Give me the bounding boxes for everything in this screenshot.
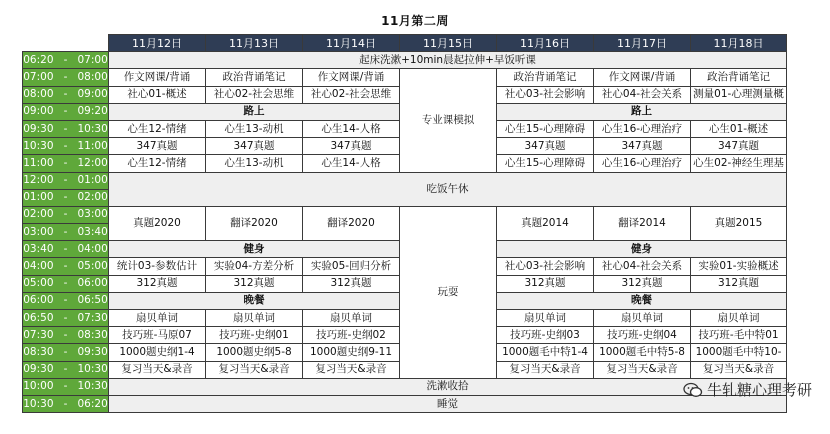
time-cell: 06:20 - 07:00 bbox=[23, 52, 109, 69]
schedule-cell: 实验04-方差分析 bbox=[206, 258, 303, 275]
table-row bbox=[23, 206, 787, 223]
day-header: 11月16日 bbox=[497, 35, 594, 52]
day-header: 11月15日 bbox=[400, 35, 497, 52]
schedule-cell: 政治背诵笔记 bbox=[206, 69, 303, 86]
corner-cell bbox=[23, 35, 109, 52]
span-cell-wake: 起床洗漱+10min晨起拉伸+早饭听课 bbox=[109, 52, 787, 69]
span-cell-sleep: 睡觉 bbox=[109, 395, 787, 412]
schedule-cell: 扇贝单词 bbox=[497, 310, 594, 327]
schedule-cell: 347真题 bbox=[206, 138, 303, 155]
schedule-cell: 复习当天&录音 bbox=[497, 361, 594, 378]
table-row bbox=[23, 52, 787, 69]
schedule-cell: 实验05-回归分析 bbox=[303, 258, 400, 275]
table-row bbox=[23, 378, 787, 395]
day-header: 11月12日 bbox=[109, 35, 206, 52]
mid-morning-block: 专业课模拟 bbox=[400, 69, 497, 172]
schedule-cell: 1000题毛中特5-8 bbox=[594, 344, 691, 361]
time-cell: 09:00 - 09:20 bbox=[23, 103, 109, 120]
page-title: 11月第二周 bbox=[381, 14, 449, 28]
time-cell: 08:30 - 09:30 bbox=[23, 344, 109, 361]
span-cell-fitness: 健身 bbox=[109, 241, 400, 258]
day-header: 11月17日 bbox=[594, 35, 691, 52]
schedule-cell: 技巧班-史纲01 bbox=[206, 327, 303, 344]
schedule-cell: 扇贝单词 bbox=[109, 310, 206, 327]
schedule-cell: 347真题 bbox=[303, 138, 400, 155]
schedule-cell: 312真题 bbox=[206, 275, 303, 292]
schedule-cell: 312真题 bbox=[303, 275, 400, 292]
schedule-cell: 347真题 bbox=[691, 138, 787, 155]
schedule-cell: 技巧班-马原07 bbox=[109, 327, 206, 344]
schedule-cell: 测量01-心理测量概 bbox=[691, 86, 787, 103]
schedule-cell: 技巧班-史纲02 bbox=[303, 327, 400, 344]
time-cell: 07:30 - 08:30 bbox=[23, 327, 109, 344]
schedule-cell: 真题2015 bbox=[691, 206, 787, 240]
schedule-cell: 1000题毛中特10- bbox=[691, 344, 787, 361]
span-cell-commute: 路上 bbox=[109, 103, 400, 120]
span-cell-lunch: 吃饭午休 bbox=[109, 172, 787, 206]
day-header: 11月13日 bbox=[206, 35, 303, 52]
schedule-cell: 扇贝单词 bbox=[206, 310, 303, 327]
schedule-cell: 社心04-社会关系 bbox=[594, 86, 691, 103]
afternoon-block: 玩耍 bbox=[400, 206, 497, 378]
time-cell: 04:00 - 05:00 bbox=[23, 258, 109, 275]
schedule-cell: 心生12-情绪 bbox=[109, 155, 206, 172]
time-cell: 01:00 - 02:00 bbox=[23, 189, 109, 206]
schedule-cell: 312真题 bbox=[497, 275, 594, 292]
schedule-cell: 312真题 bbox=[109, 275, 206, 292]
time-cell: 08:00 - 09:00 bbox=[23, 86, 109, 103]
time-cell: 10:30 - 06:20 bbox=[23, 395, 109, 412]
schedule-cell: 翻译2020 bbox=[206, 206, 303, 240]
schedule-cell: 翻译2020 bbox=[303, 206, 400, 240]
time-cell: 05:00 - 06:00 bbox=[23, 275, 109, 292]
schedule-cell: 心生16-心理治疗 bbox=[594, 155, 691, 172]
schedule-cell: 347真题 bbox=[594, 138, 691, 155]
schedule-cell: 真题2020 bbox=[109, 206, 206, 240]
schedule-cell: 1000题毛中特1-4 bbox=[497, 344, 594, 361]
span-cell-washup: 洗漱收拾 bbox=[109, 378, 787, 395]
schedule-cell: 扇贝单词 bbox=[594, 310, 691, 327]
time-cell: 07:00 - 08:00 bbox=[23, 69, 109, 86]
schedule-cell: 社心02-社会思维 bbox=[206, 86, 303, 103]
schedule-cell: 347真题 bbox=[497, 138, 594, 155]
table-row bbox=[23, 395, 787, 412]
time-cell: 03:40 - 04:00 bbox=[23, 241, 109, 258]
watermark bbox=[683, 379, 812, 400]
schedule-cell: 1000题史纲1-4 bbox=[109, 344, 206, 361]
watermark-text: 牛轧糖心理考研 bbox=[706, 381, 812, 399]
schedule-cell: 实验01-实验概述 bbox=[691, 258, 787, 275]
schedule-cell: 心生15-心理障碍 bbox=[497, 120, 594, 137]
wechat-icon bbox=[683, 382, 703, 398]
time-cell: 11:00 - 12:00 bbox=[23, 155, 109, 172]
time-cell: 06:50 - 07:30 bbox=[23, 310, 109, 327]
schedule-cell: 复习当天&录音 bbox=[303, 361, 400, 378]
time-cell: 10:00 - 10:30 bbox=[23, 378, 109, 395]
schedule-cell: 社心03-社会影响 bbox=[497, 258, 594, 275]
schedule-cell: 心生15-心理障碍 bbox=[497, 155, 594, 172]
table-row bbox=[23, 69, 787, 86]
schedule-cell: 社心03-社会影响 bbox=[497, 86, 594, 103]
schedule-cell: 复习当天&录音 bbox=[206, 361, 303, 378]
schedule-cell: 心生01-概述 bbox=[691, 120, 787, 137]
schedule-cell: 复习当天&录音 bbox=[109, 361, 206, 378]
day-header: 11月14日 bbox=[303, 35, 400, 52]
schedule-cell: 作文网课/背诵 bbox=[109, 69, 206, 86]
schedule-cell: 扇贝单词 bbox=[691, 310, 787, 327]
schedule-cell: 技巧班-史纲04 bbox=[594, 327, 691, 344]
schedule-cell: 心生16-心理治疗 bbox=[594, 120, 691, 137]
span-cell-dinner: 晚餐 bbox=[109, 292, 400, 309]
schedule-cell: 312真题 bbox=[594, 275, 691, 292]
schedule-cell: 作文网课/背诵 bbox=[594, 69, 691, 86]
span-cell-fitness: 健身 bbox=[497, 241, 787, 258]
time-cell: 12:00 - 01:00 bbox=[23, 172, 109, 189]
schedule-cell: 作文网课/背诵 bbox=[303, 69, 400, 86]
schedule-cell: 社心02-社会思维 bbox=[303, 86, 400, 103]
schedule-cell: 心生13-动机 bbox=[206, 120, 303, 137]
time-cell: 06:00 - 06:50 bbox=[23, 292, 109, 309]
schedule-cell: 复习当天&录音 bbox=[594, 361, 691, 378]
schedule-cell: 心生02-神经生理基 bbox=[691, 155, 787, 172]
schedule-cell: 政治背诵笔记 bbox=[497, 69, 594, 86]
schedule-cell: 347真题 bbox=[109, 138, 206, 155]
time-cell: 02:00 - 03:00 bbox=[23, 206, 109, 223]
time-cell: 09:30 - 10:30 bbox=[23, 120, 109, 137]
schedule-cell: 统计03-参数估计 bbox=[109, 258, 206, 275]
header-row bbox=[23, 35, 787, 52]
time-cell: 03:00 - 03:40 bbox=[23, 224, 109, 241]
schedule-cell: 1000题史纲5-8 bbox=[206, 344, 303, 361]
schedule-cell: 扇贝单词 bbox=[303, 310, 400, 327]
schedule-cell: 翻译2014 bbox=[594, 206, 691, 240]
schedule-cell: 心生14-人格 bbox=[303, 155, 400, 172]
day-header: 11月18日 bbox=[691, 35, 787, 52]
schedule-cell: 心生14-人格 bbox=[303, 120, 400, 137]
schedule-cell: 心生13-动机 bbox=[206, 155, 303, 172]
schedule-cell: 312真题 bbox=[691, 275, 787, 292]
schedule-cell: 政治背诵笔记 bbox=[691, 69, 787, 86]
span-cell-dinner: 晚餐 bbox=[497, 292, 787, 309]
time-cell: 09:30 - 10:30 bbox=[23, 361, 109, 378]
schedule-cell: 技巧班-毛中特01 bbox=[691, 327, 787, 344]
schedule-table bbox=[22, 34, 787, 413]
schedule-cell: 社心01-概述 bbox=[109, 86, 206, 103]
schedule-cell: 社心04-社会关系 bbox=[594, 258, 691, 275]
schedule-cell: 复习当天&录音 bbox=[691, 361, 787, 378]
table-row bbox=[23, 172, 787, 189]
time-cell: 10:30 - 11:00 bbox=[23, 138, 109, 155]
span-cell-commute: 路上 bbox=[497, 103, 787, 120]
schedule-cell: 技巧班-史纲03 bbox=[497, 327, 594, 344]
schedule-cell: 心生12-情绪 bbox=[109, 120, 206, 137]
schedule-cell: 1000题史纲9-11 bbox=[303, 344, 400, 361]
schedule-cell: 真题2014 bbox=[497, 206, 594, 240]
